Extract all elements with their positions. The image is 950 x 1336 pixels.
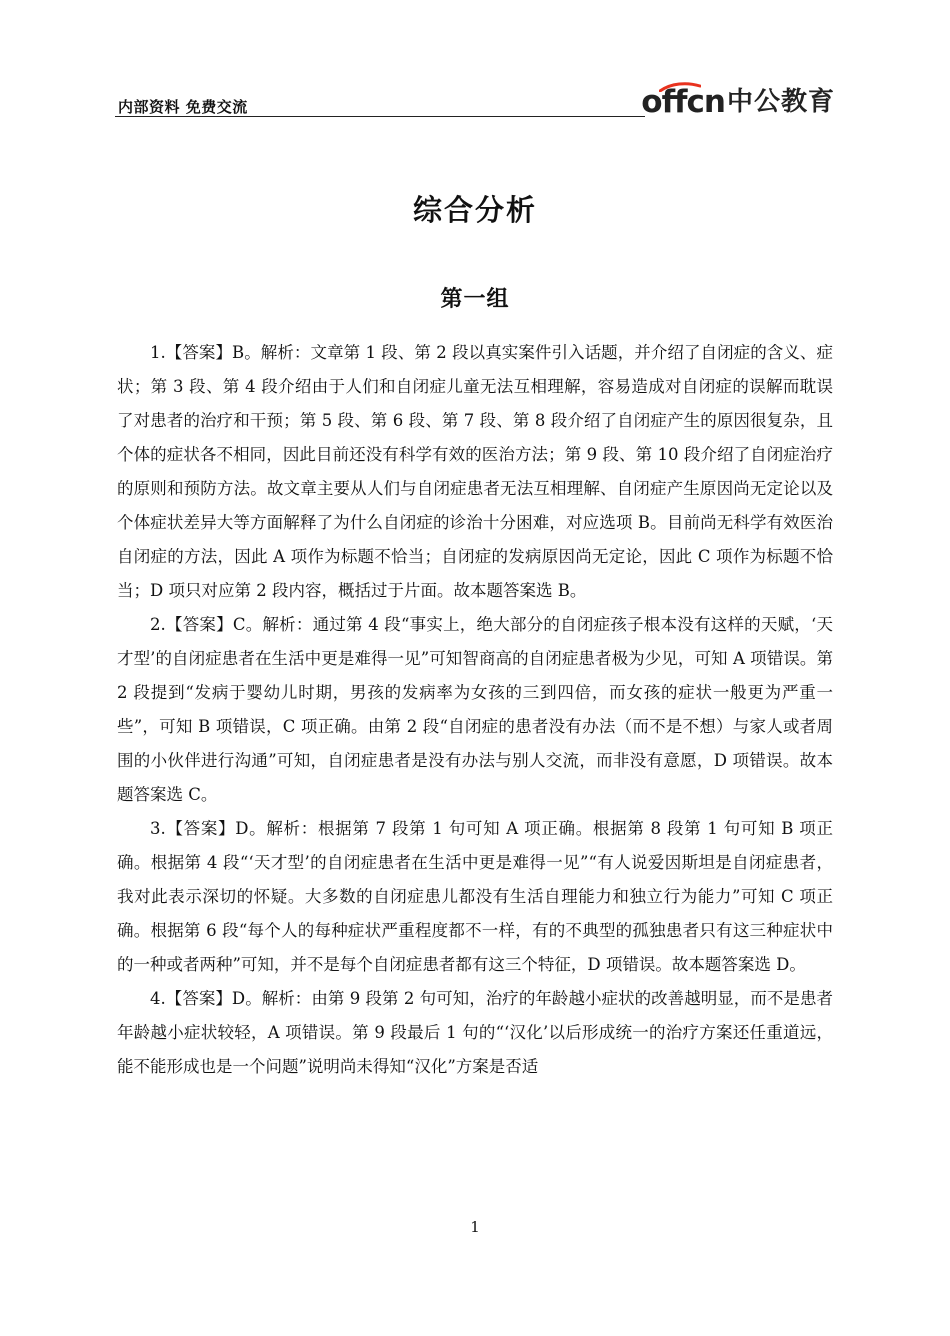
section-subtitle: 第一组 bbox=[440, 287, 510, 312]
answer-paragraph-4: 4.【答案】D。解析：由第 9 段第 2 句可知，治疗的年龄越小症状的改善越明显，而不是患者年龄越小症状较轻，A 项错误。第 9 段最后 1 句的“‘汉化’以后形成统一的治疗方案还任重道远，能不能形成也是一个问题”说明尚未得知“汉化”方案是否适 bbox=[117, 989, 833, 1076]
answer-body bbox=[117, 336, 833, 1084]
page-number: 1 bbox=[470, 1218, 480, 1236]
logo-latin-text bbox=[641, 86, 725, 118]
answer-paragraph-1: 1.【答案】B。解析：文章第 1 段、第 2 段以真实案件引入话题，并介绍了自闭症的含义、症状；第 3 段、第 4 段介绍由于人们和自闭症儿童无法互相理解，容易造成对自闭症的误解而耽误了对患者的治疗和干预；第 5 段、第 6 段、第 7 段、第 8 段介绍了自闭症产生的原因很复杂，且个体的症状各不相同，因此目前还没有科学有效的医治方法；第 9 段、第 10 段介绍了自闭症治疗的原则和预防方法。故文章主要从人们与自闭症患者无法互相理解、自闭症产生原因尚无定论以及个体症状差异大等方面解释了为什么自闭症的诊治十分困难，对应选项 B。目前尚无科学有效医治自闭症的方法，因此 A 项作为标题不恰当；自闭症的发病原因尚无定论，因此 C 项作为标题不恰当；D 项只对应第 2 段内容，概括过于片面。故本题答案选 B。 bbox=[117, 343, 833, 600]
header-label: 内部资料 免费交流 bbox=[118, 98, 248, 116]
offcn-logo bbox=[641, 84, 835, 118]
logo-swoosh-icon bbox=[659, 82, 701, 92]
logo-latin-label: offcn bbox=[641, 84, 725, 120]
page-header bbox=[115, 82, 835, 122]
page-title: 综合分析 bbox=[412, 193, 537, 227]
answer-paragraph-2: 2.【答案】C。解析：通过第 4 段“事实上，绝大部分的自闭症孩子根本没有这样的天赋，‘天才型’的自闭症患者在生活中更是难得一见”可知智商高的自闭症患者极为少见，可知 A 项错误。第 2 段提到“发病于婴幼儿时期，男孩的发病率为女孩的三到四倍，而女孩的症状一般更为严重一些”，可知 B 项错误，C 项正确。由第 2 段“自闭症的患者没有办法（而不是不想）与家人或者周围的小伙伴进行沟通”可知，自闭症患者是没有办法与别人交流，而非没有意愿，D 项错误。故本题答案选 C。 bbox=[117, 615, 833, 804]
answer-paragraph-3: 3.【答案】D。解析：根据第 7 段第 1 句可知 A 项正确。根据第 8 段第 1 句可知 B 项正确。根据第 4 段“‘天才型’的自闭症患者在生活中更是难得一见”“有人说爱因斯坦是自闭症患者，我对此表示深切的怀疑。大多数的自闭症患儿都没有生活自理能力和独立行为能力”可知 C 项正确。根据第 6 段“每个人的每种症状严重程度都不一样，有的不典型的孤独患者只有这三种症状中的一种或者两种”可知，并不是每个自闭症患者都有这三个特征，D 项错误。故本题答案选 D。 bbox=[117, 819, 833, 974]
logo-cjk-text: 中公教育 bbox=[726, 87, 835, 117]
header-divider bbox=[115, 116, 645, 117]
